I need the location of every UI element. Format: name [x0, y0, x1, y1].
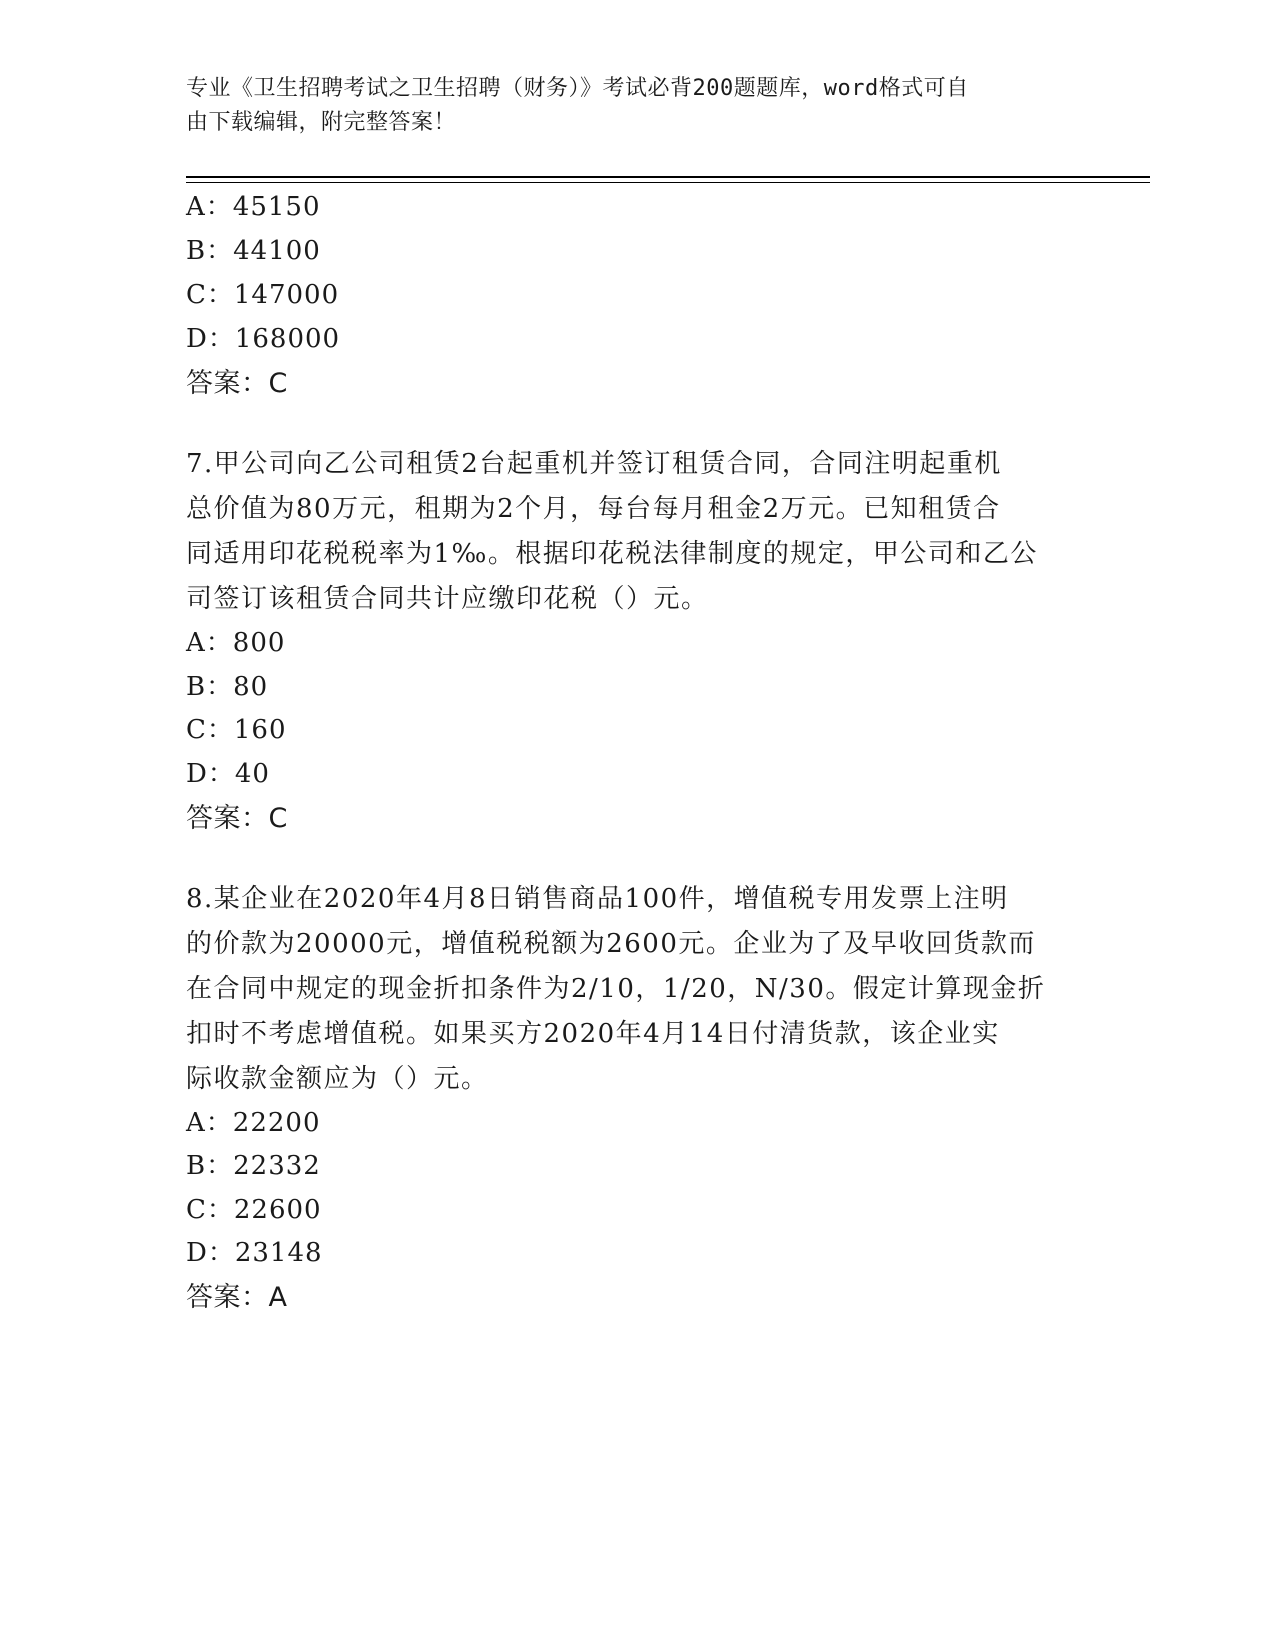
q8-line-4: 扣时不考虑增值税。如果买方2020年4月14日付清货款，该企业实	[186, 1019, 1000, 1049]
q7-line-1: 7.甲公司向乙公司租赁2台起重机并签订租赁合同，合同注明起重机	[186, 449, 1002, 479]
header-rule-thick	[186, 176, 1150, 178]
q7-line-3: 同适用印花税税率为1‰。根据印花税法律制度的规定，甲公司和乙公	[186, 539, 1038, 569]
q8-line-2: 的价款为20000元，增值税税额为2600元。企业为了及早收回货款而	[186, 929, 1036, 959]
q8-option-a: A：22200	[186, 1108, 321, 1138]
q7-option-b: B：80	[186, 672, 269, 702]
document-header	[186, 72, 1086, 140]
q8-line-1: 8.某企业在2020年4月8日销售商品100件，增值税专用发票上注明	[186, 884, 1009, 914]
q8-line-5: 际收款金额应为（）元。	[186, 1064, 489, 1094]
q8-answer: 答案：A	[186, 1282, 288, 1313]
q7-stem	[186, 442, 1086, 622]
q6-answer: 答案：C	[186, 368, 288, 399]
q7-option-a: A：800	[186, 628, 286, 658]
header-line-2: 由下载编辑，附完整答案！	[186, 110, 457, 135]
header-rule-thin	[186, 182, 1150, 183]
q6-option-b: B：44100	[186, 236, 321, 266]
q7-line-2: 总价值为80万元，租期为2个月，每台每月租金2万元。已知租赁合	[186, 494, 1001, 524]
q7-option-c: C：160	[186, 715, 287, 745]
q6-option-d: D：168000	[186, 324, 341, 354]
q8-option-b: B：22332	[186, 1151, 321, 1181]
q6-option-a: A：45150	[186, 192, 321, 222]
header-line-1: 专业《卫生招聘考试之卫生招聘（财务）》考试必背200题题库，word格式可自	[186, 76, 969, 101]
q8-line-3: 在合同中规定的现金折扣条件为2/10，1/20，N/30。假定计算现金折	[186, 974, 1046, 1004]
q7-line-4: 司签订该租赁合同共计应缴印花税（）元。	[186, 584, 709, 614]
q8-option-c: C：22600	[186, 1195, 322, 1225]
q6-option-c: C：147000	[186, 280, 340, 310]
q7-option-d: D：40	[186, 759, 270, 789]
q7-answer: 答案：C	[186, 803, 288, 834]
q8-option-d: D：23148	[186, 1238, 323, 1268]
q8-stem	[186, 877, 1086, 1102]
